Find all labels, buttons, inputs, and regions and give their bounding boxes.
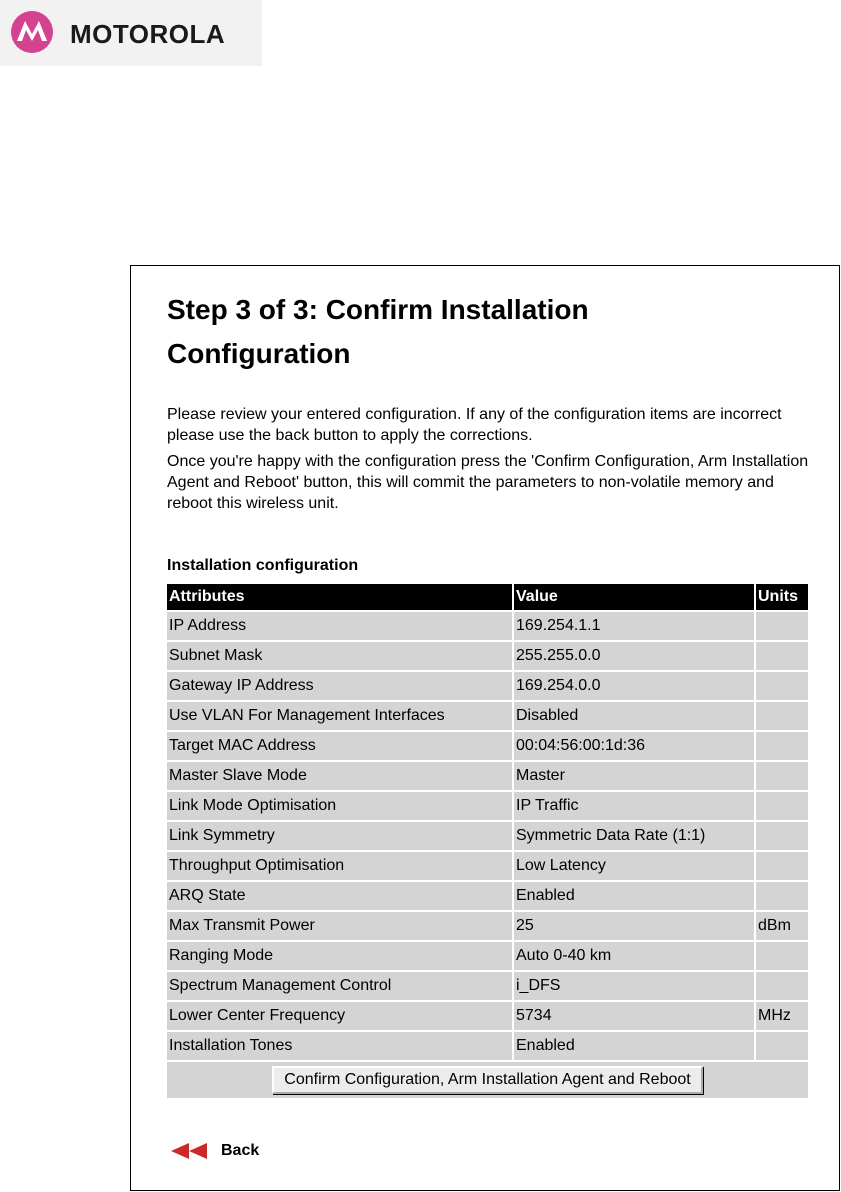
column-header-units: Units xyxy=(756,584,808,610)
value-cell: i_DFS xyxy=(514,972,754,1000)
button-row xyxy=(167,1062,808,1098)
value-cell: Master xyxy=(514,762,754,790)
motorola-batwing-icon xyxy=(10,10,54,54)
value-cell: 169.254.0.0 xyxy=(514,672,754,700)
value-cell: Symmetric Data Rate (1:1) xyxy=(514,822,754,850)
units-cell xyxy=(756,762,808,790)
back-label: Back xyxy=(221,1142,260,1159)
attribute-cell: Spectrum Management Control xyxy=(167,972,512,1000)
attribute-cell: Ranging Mode xyxy=(167,942,512,970)
table-row xyxy=(167,1002,808,1030)
units-cell xyxy=(756,882,808,910)
table-row xyxy=(167,792,808,820)
units-cell xyxy=(756,942,808,970)
table-row xyxy=(167,942,808,970)
button-cell xyxy=(167,1062,808,1098)
column-header-value: Value xyxy=(514,584,754,610)
brand-name: MOTOROLA xyxy=(70,19,226,49)
column-header-attributes: Attributes xyxy=(167,584,512,610)
attribute-cell: Lower Center Frequency xyxy=(167,1002,512,1030)
motorola-logo xyxy=(0,0,262,66)
units-cell: dBm xyxy=(756,912,808,940)
attribute-cell: Subnet Mask xyxy=(167,642,512,670)
attribute-cell: IP Address xyxy=(167,612,512,640)
attribute-cell: Gateway IP Address xyxy=(167,672,512,700)
table-header-row xyxy=(167,584,808,610)
table-row xyxy=(167,732,808,760)
section-heading: Installation configuration xyxy=(167,557,359,574)
table-row xyxy=(167,822,808,850)
value-cell: IP Traffic xyxy=(514,792,754,820)
units-cell xyxy=(756,852,808,880)
table-row xyxy=(167,672,808,700)
table-row xyxy=(167,852,808,880)
value-cell: Enabled xyxy=(514,882,754,910)
units-cell xyxy=(756,822,808,850)
value-cell: 255.255.0.0 xyxy=(514,642,754,670)
table-row xyxy=(167,612,808,640)
value-cell: 25 xyxy=(514,912,754,940)
attribute-cell: Max Transmit Power xyxy=(167,912,512,940)
wizard-frame xyxy=(130,265,840,1191)
page-title: Step 3 of 3: Confirm Installation Configuration xyxy=(167,294,589,369)
attribute-cell: Installation Tones xyxy=(167,1032,512,1060)
attribute-cell: Use VLAN For Management Interfaces xyxy=(167,702,512,730)
units-cell xyxy=(756,672,808,700)
value-cell: Low Latency xyxy=(514,852,754,880)
confirm-configuration-button[interactable]: Confirm Configuration, Arm Installation Agent and Reboot xyxy=(272,1066,702,1094)
units-cell xyxy=(756,1032,808,1060)
units-cell xyxy=(756,732,808,760)
value-cell: Enabled xyxy=(514,1032,754,1060)
value-cell: Auto 0-40 km xyxy=(514,942,754,970)
table-row xyxy=(167,1032,808,1060)
units-cell xyxy=(756,972,808,1000)
table-row xyxy=(167,642,808,670)
units-cell xyxy=(756,642,808,670)
value-cell: 00:04:56:00:1d:36 xyxy=(514,732,754,760)
attribute-cell: Master Slave Mode xyxy=(167,762,512,790)
table-row xyxy=(167,912,808,940)
table-row xyxy=(167,882,808,910)
units-cell xyxy=(756,702,808,730)
back-arrows-icon xyxy=(171,1143,211,1159)
table-row xyxy=(167,702,808,730)
units-cell: MHz xyxy=(756,1002,808,1030)
units-cell xyxy=(756,612,808,640)
attribute-cell: Target MAC Address xyxy=(167,732,512,760)
intro-paragraph-2: Once you're happy with the configuration press the 'Confirm Configuration, Arm Installation Agent and Reboot' button, this will commit the parameters to non-volatile memory and reboot this wireless unit. xyxy=(167,453,809,512)
value-cell: Disabled xyxy=(514,702,754,730)
table-row xyxy=(167,972,808,1000)
value-cell: 169.254.1.1 xyxy=(514,612,754,640)
attribute-cell: Link Mode Optimisation xyxy=(167,792,512,820)
attribute-cell: Throughput Optimisation xyxy=(167,852,512,880)
intro-paragraph-1: Please review your entered configuration. If any of the configuration items are incorrect please use the back button to apply the corrections. xyxy=(167,406,782,444)
back-link[interactable] xyxy=(171,1142,259,1160)
installation-config-table xyxy=(165,582,810,1100)
attribute-cell: Link Symmetry xyxy=(167,822,512,850)
attribute-cell: ARQ State xyxy=(167,882,512,910)
units-cell xyxy=(756,792,808,820)
table-row xyxy=(167,762,808,790)
value-cell: 5734 xyxy=(514,1002,754,1030)
